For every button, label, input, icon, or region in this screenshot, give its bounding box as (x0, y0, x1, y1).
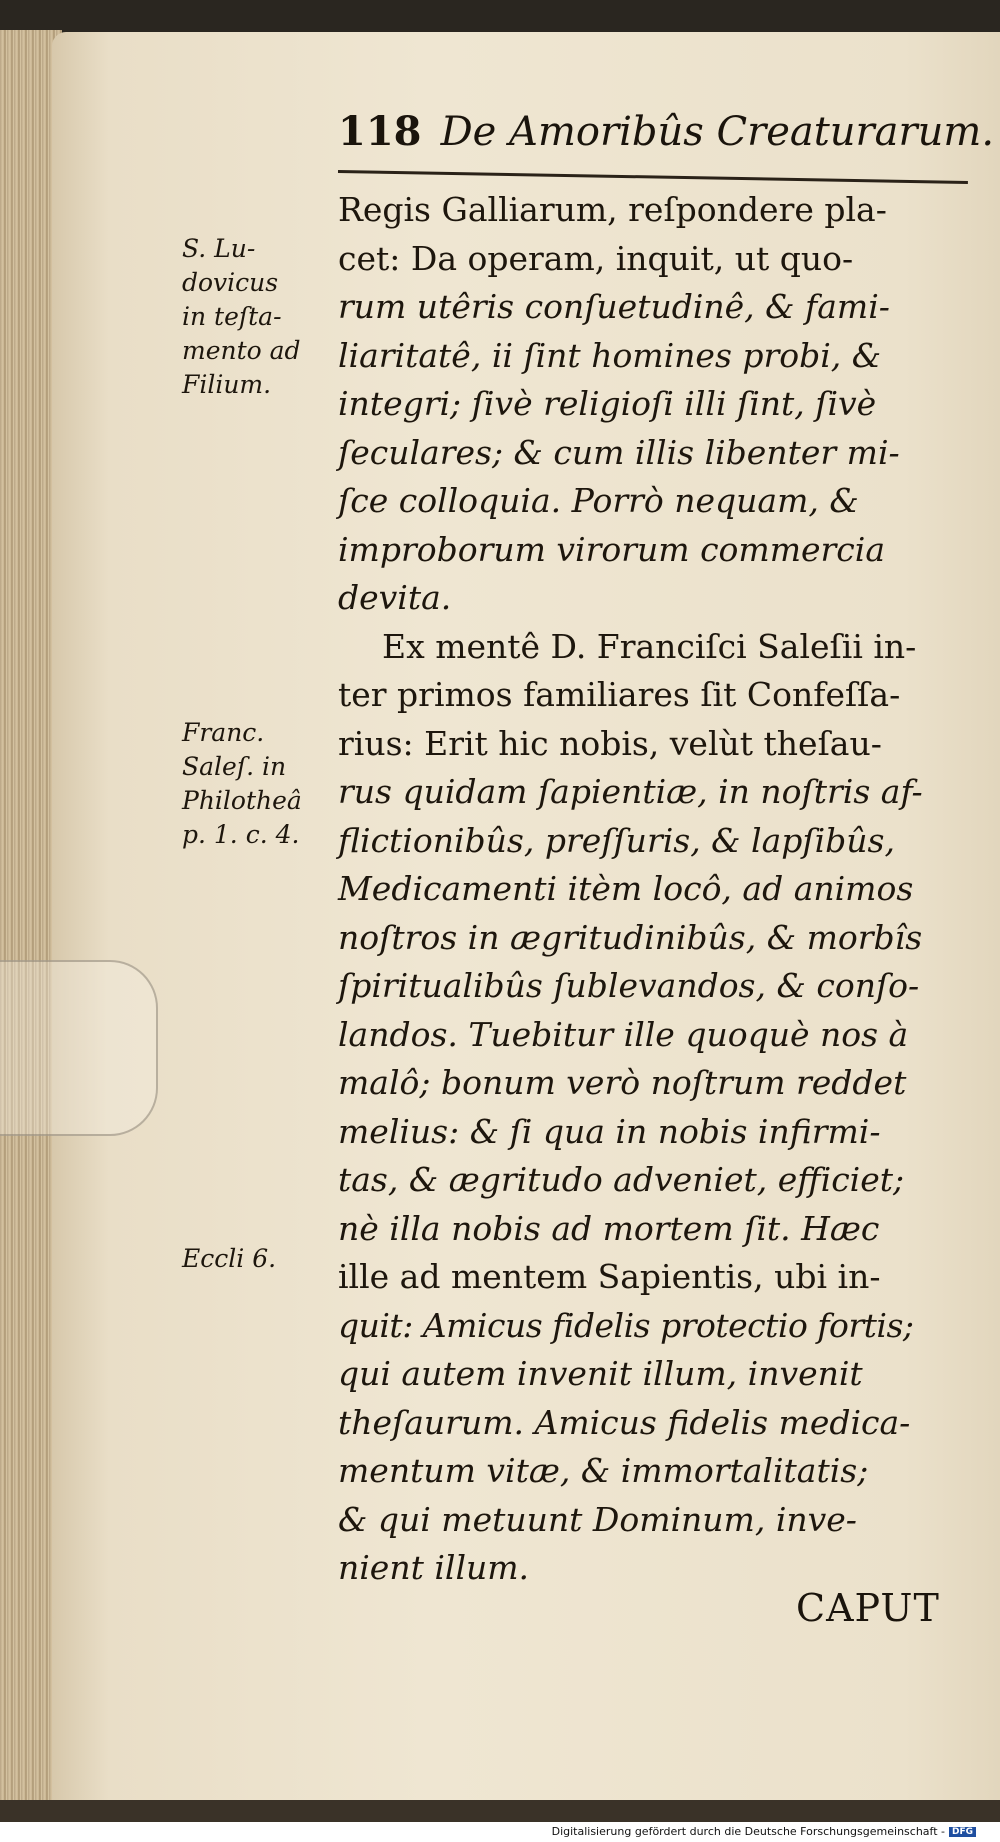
text-line: nient illum. (338, 1548, 530, 1587)
text-line: noſtros in ægritudinibûs, & morbîs (338, 917, 923, 957)
margin-note: Franc. Saleſ. in Philotheâ p. 1. c. 4. (182, 718, 302, 849)
text-line: rum utêris conſuetudinê, & fami- (338, 287, 890, 326)
text-line: Medicamenti itèm locô, ad animos (338, 869, 914, 908)
text-line: cet: Da operam, inquit, ut quo- (338, 238, 854, 278)
text-line: melius: & ſi qua in nobis infirmi- (338, 1111, 881, 1151)
text-line: liaritatê, ii ſint homines probi, & (338, 335, 882, 375)
text-line: integri; ſivè religioſi illi ſint, ſivè (338, 384, 877, 423)
dfg-logo: DFG (949, 1827, 976, 1837)
text-line: ille ad mentem Sapientis, ubi in- (338, 1257, 881, 1296)
text-line: nè illa nobis ad mortem ſit. Hæc (338, 1208, 880, 1248)
text-line: mentum vitæ, & immortalitatis; (338, 1451, 869, 1490)
text-line: quit: Amicus fidelis protectio fortis; (338, 1305, 914, 1345)
credit-text: Digitalisierung gefördert durch die Deutsche Forschungsgemeinschaft - (551, 1825, 945, 1838)
text-line: theſaurum. Amicus fidelis medica- (338, 1402, 911, 1442)
text-line: landos. Tuebitur ille quoquè nos à (338, 1014, 909, 1054)
text-line: flictionibûs, preſſuris, & lapſibûs, (338, 820, 895, 860)
text-line: rius: Erit hic nobis, velùt theſau- (338, 723, 882, 763)
running-title: De Amoribûs Creaturarum. (440, 109, 995, 155)
scan-bottom-edge (0, 1800, 1000, 1822)
page-number: 118 (338, 108, 422, 155)
digitization-credit (552, 1825, 976, 1838)
margin-note: Eccli 6. (182, 1244, 277, 1273)
text-line: qui autem invenit illum, invenit (338, 1354, 863, 1393)
page-header (338, 108, 995, 170)
text-line: & qui metuunt Dominum, inve- (338, 1499, 857, 1539)
text-line: ter primos familiares ſit Confeſſa- (338, 675, 901, 714)
text-line: devita. (338, 578, 452, 617)
text-line: ſeculares; & cum illis libenter mi- (338, 432, 900, 472)
margin-note: S. Lu- dovicus in teſta- mento ad Filium. (182, 234, 301, 399)
text-line: Ex mentê D. Franciſci Saleſii in- (382, 626, 917, 666)
text-line: rus quidam ſapientiæ, in noſtris af- (338, 772, 923, 811)
body-text (338, 186, 978, 1593)
text-line: ſce colloquia. Porrò nequam, & (338, 481, 859, 520)
catchword: CAPUT (796, 1586, 940, 1630)
text-line: tas, & ægritudo adveniet, efficiet; (338, 1160, 905, 1199)
page-clip (0, 960, 158, 1136)
text-line: malô; bonum verò noſtrum reddet (338, 1063, 907, 1102)
text-line: improborum virorum commercia (338, 529, 886, 569)
text-line: Regis Galliarum, reſpondere pla- (338, 190, 887, 229)
text-line: ſpiritualibûs ſublevandos, & conſo- (338, 966, 920, 1005)
